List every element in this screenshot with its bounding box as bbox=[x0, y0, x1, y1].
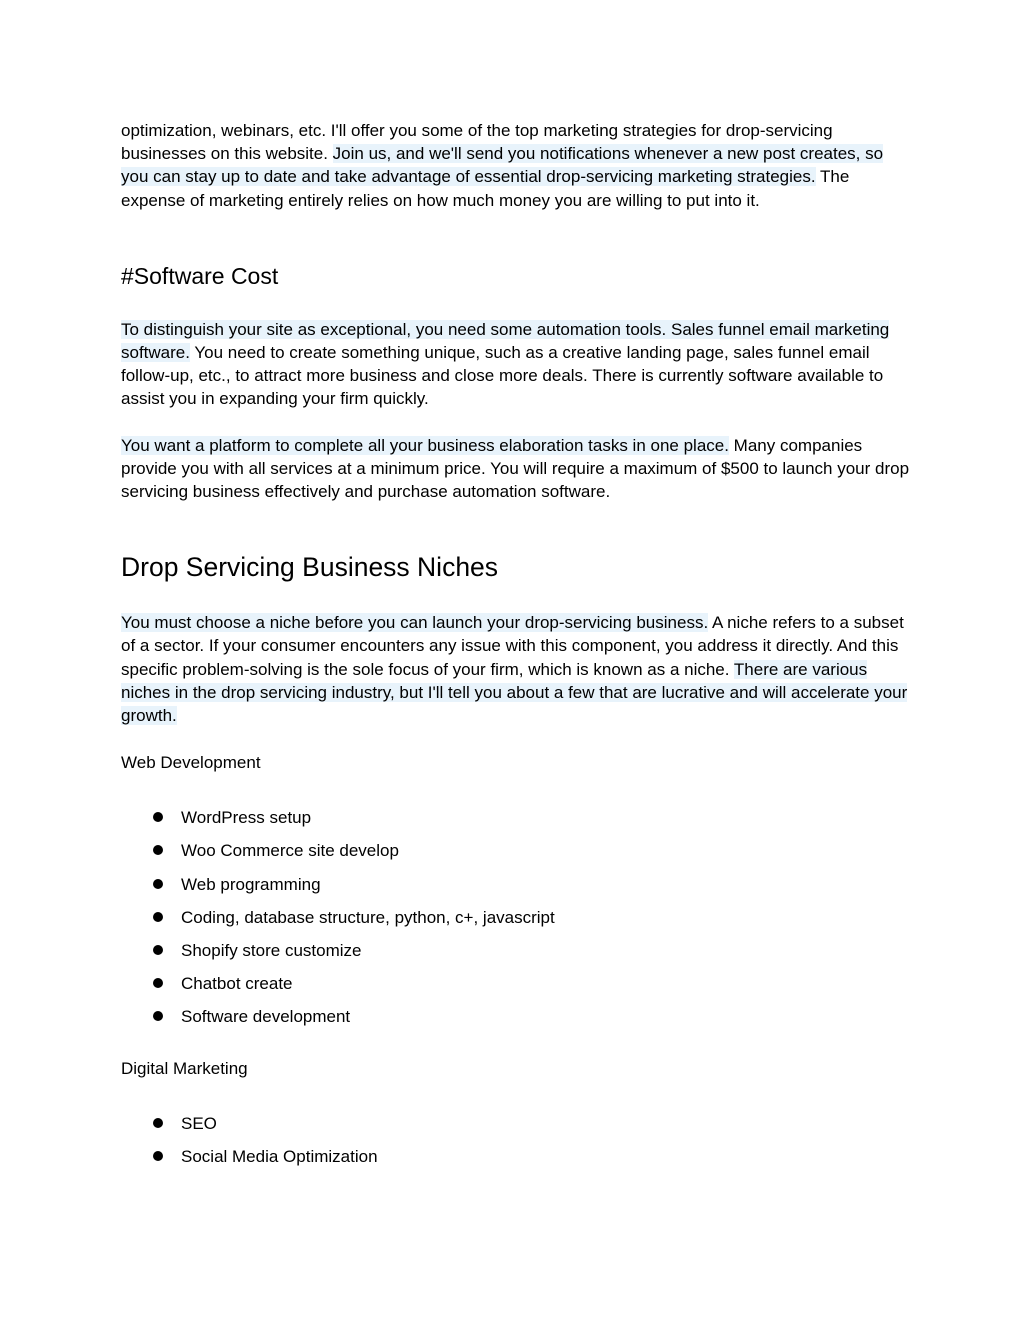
bullet-icon bbox=[153, 912, 163, 922]
software-cost-heading: #Software Cost bbox=[121, 262, 279, 289]
intro-text-start: optimization, webinars, etc. I'll offer you some of the top marketing strategies for drop-servicing businesses on this website. bbox=[121, 121, 833, 164]
intro-paragraph bbox=[121, 119, 911, 212]
bullet-icon bbox=[153, 945, 163, 955]
bullet-icon bbox=[153, 879, 163, 889]
niches-highlight-1: You must choose a niche before you can launch your drop-servicing business. bbox=[121, 613, 709, 633]
software-p1-highlight: To distinguish your site as exceptional, you need some automation tools. Sales funnel email marketing software. bbox=[121, 319, 890, 363]
list-item bbox=[121, 1145, 911, 1178]
intro-text-end: The expense of marketing entirely relies on how much money you are willing to put into it. bbox=[121, 167, 850, 210]
list-item-text: Coding, database structure, python, c+, javascript bbox=[181, 907, 555, 927]
list-item bbox=[121, 839, 911, 872]
list-item-text: Shopify store customize bbox=[181, 941, 362, 960]
document-page bbox=[121, 119, 911, 1178]
bullet-icon bbox=[153, 978, 163, 988]
niches-paragraph bbox=[121, 611, 911, 727]
bullet-icon bbox=[153, 1151, 163, 1161]
list-item-text: WordPress setup bbox=[181, 808, 312, 828]
intro-highlight: Join us, and we'll send you notifications whenever a new post creates, so you can stay up to date and take advantage of essential drop-servicing marketing strategies. bbox=[121, 144, 884, 187]
list-item-text: Web programming bbox=[181, 874, 321, 894]
digital-marketing-list bbox=[121, 1112, 911, 1178]
list-item bbox=[121, 939, 911, 972]
list-item bbox=[121, 806, 911, 839]
niches-highlight-2: There are various niches in the drop servicing industry, but I'll tell you about a few that are lucrative and will accelerate your growth. bbox=[121, 659, 908, 726]
software-p1-text: You need to create something unique, such as a creative landing page, sales funnel email follow-up, etc., to attract more business and close more deals. There is currently software available to assist you in expanding your firm quickly. bbox=[121, 343, 884, 409]
web-development-list bbox=[121, 806, 911, 1038]
software-p2-highlight: You want a platform to complete all your business elaboration tasks in one place. bbox=[121, 435, 729, 455]
software-p2-text: Many companies provide you with all services at a minimum price. You will require a maximum of $500 to launch your drop servicing business effectively and purchase automation software. bbox=[121, 435, 910, 502]
bullet-icon bbox=[153, 845, 163, 855]
bullet-icon bbox=[153, 812, 163, 822]
list-item bbox=[121, 906, 911, 939]
digital-marketing-label: Digital Marketing bbox=[121, 1058, 248, 1078]
software-paragraph-1 bbox=[121, 318, 911, 411]
niches-text: A niche refers to a subset of a sector. If your consumer encounters any issue with this component, you address it directly. And this specific problem-solving is the sole focus of your firm, which is known as a niche. bbox=[121, 613, 904, 679]
bullet-icon bbox=[153, 1011, 163, 1021]
list-item bbox=[121, 1112, 911, 1145]
list-item-text: SEO bbox=[181, 1113, 217, 1133]
bullet-icon bbox=[153, 1118, 163, 1128]
list-item-text: Woo Commerce site develop bbox=[181, 841, 399, 861]
list-item bbox=[121, 1005, 911, 1038]
software-paragraph-2 bbox=[121, 434, 911, 504]
list-item-text: Social Media Optimization bbox=[181, 1146, 378, 1166]
list-item-text: Software development bbox=[181, 1007, 351, 1027]
list-item bbox=[121, 873, 911, 906]
niches-heading: Drop Servicing Business Niches bbox=[121, 552, 499, 583]
list-item bbox=[121, 972, 911, 1005]
list-item-text: Chatbot create bbox=[181, 974, 293, 994]
web-development-label: Web Development bbox=[121, 753, 261, 773]
